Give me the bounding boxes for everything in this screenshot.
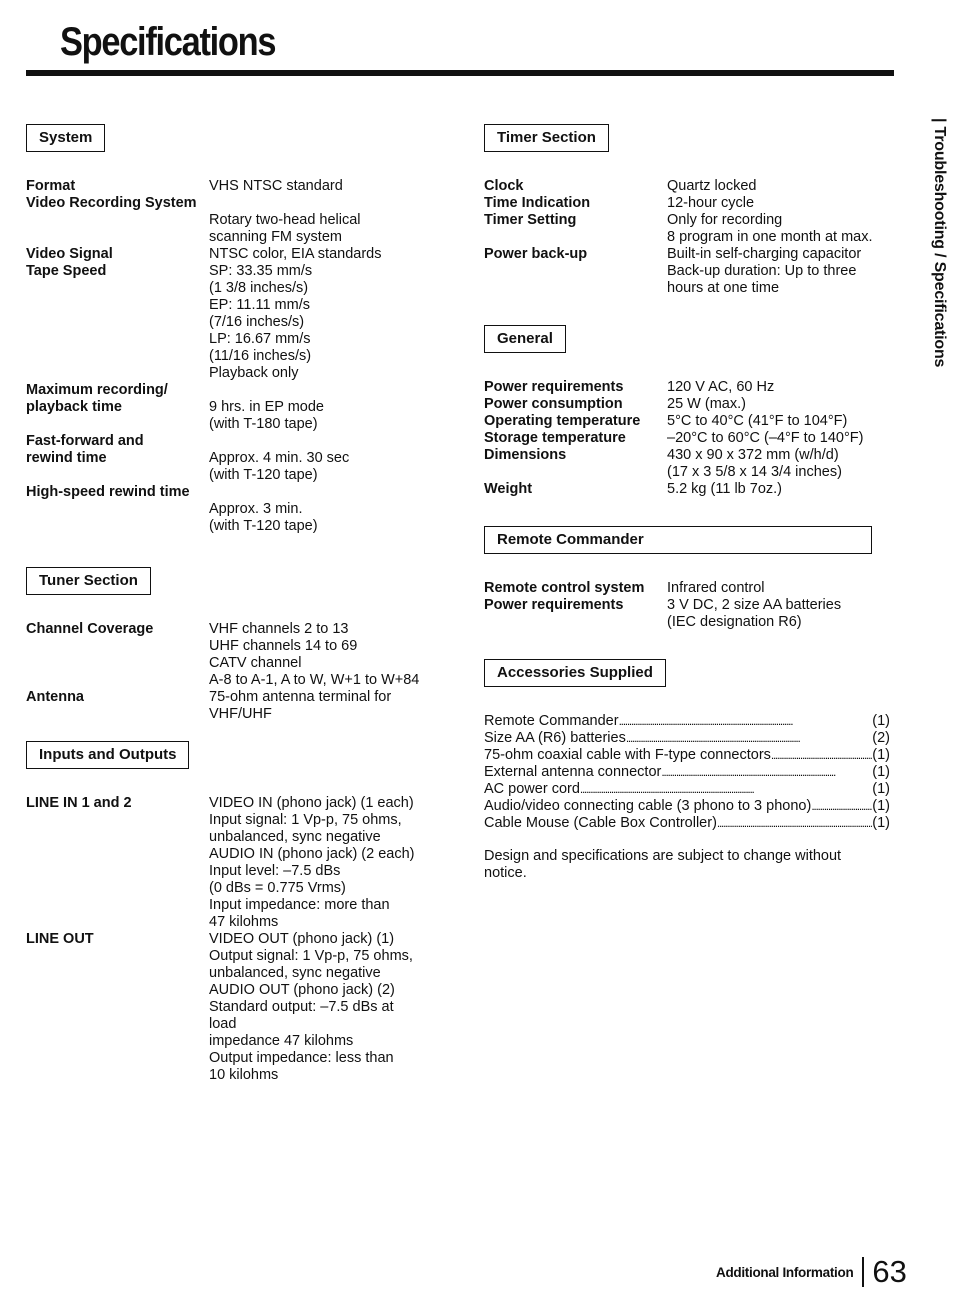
dot-leader xyxy=(811,798,872,815)
section-heading: Remote Commander xyxy=(484,526,872,554)
spec-label-line: Power requirements xyxy=(484,597,624,613)
dot-leader xyxy=(771,747,872,764)
dot-leader xyxy=(619,713,873,730)
spec-value xyxy=(667,379,894,396)
spec-row xyxy=(484,413,894,430)
spec-label-line: Channel Coverage xyxy=(26,621,154,637)
spec-row xyxy=(26,689,456,723)
spec-value-line: (IEC designation R6) xyxy=(667,614,802,630)
spec-value-line: 5°C to 40°C (41°F to 104°F) xyxy=(667,413,848,429)
accessory-qty: (1) xyxy=(872,815,890,831)
spec-label xyxy=(26,178,209,195)
spec-value-line: load xyxy=(209,1016,237,1032)
spec-label-line: Fast-forward and xyxy=(26,433,144,449)
spec-row xyxy=(26,195,456,212)
spec-label xyxy=(26,621,209,689)
spec-value-line: Output impedance: less than xyxy=(209,1050,394,1066)
page-title: Specifications xyxy=(60,20,276,64)
spec-value-line: (with T-120 tape) xyxy=(209,467,318,483)
spec-value xyxy=(209,178,456,195)
spec-value-line: Input level: –7.5 dBs xyxy=(209,863,341,879)
spec-value-line: Approx. 3 min. xyxy=(209,501,303,517)
spec-label xyxy=(484,379,667,396)
spec-value-line: (7/16 inches/s) xyxy=(209,314,305,330)
spec-value xyxy=(667,430,894,447)
spec-row xyxy=(484,580,894,597)
spec-value-line: Output signal: 1 Vp-p, 75 ohms, xyxy=(209,948,413,964)
accessory-name: Audio/video connecting cable (3 phono to 3 phono) xyxy=(484,798,812,814)
spec-label xyxy=(26,382,209,433)
spec-label-line: Power consumption xyxy=(484,396,623,412)
accessory-qty: (2) xyxy=(872,730,890,746)
spec-value xyxy=(209,263,456,382)
spec-value-line: Approx. 4 min. 30 sec xyxy=(209,450,350,466)
spec-label xyxy=(26,212,209,246)
spec-row xyxy=(26,178,456,195)
section-inputs-and-outputs xyxy=(26,741,456,1084)
spec-value-line xyxy=(209,382,456,399)
spec-value-line: VIDEO IN (phono jack) (1 each) xyxy=(209,795,414,811)
spec-value-line: Infrared control xyxy=(667,580,765,596)
spec-label-line: Video Recording System xyxy=(26,195,197,211)
spec-value-line: scanning FM system xyxy=(209,229,342,245)
accessory-item xyxy=(484,713,890,730)
spec-row xyxy=(26,246,456,263)
spec-row xyxy=(484,447,894,481)
spec-value xyxy=(667,413,894,430)
spec-value xyxy=(667,212,894,246)
footer-section-name: Additional Information xyxy=(716,1264,854,1280)
spec-value-line: Rotary two-head helical xyxy=(209,212,361,228)
title-rule xyxy=(26,70,894,76)
spec-value-line: unbalanced, sync negative xyxy=(209,965,381,981)
spec-row xyxy=(484,481,894,498)
spec-label xyxy=(26,246,209,263)
spec-value xyxy=(209,621,456,689)
left-column xyxy=(26,124,456,1084)
accessory-qty: (1) xyxy=(872,798,890,814)
spec-value-line: 3 V DC, 2 size AA batteries xyxy=(667,597,842,613)
spec-label xyxy=(484,481,667,498)
spec-value-line: CATV channel xyxy=(209,655,302,671)
spec-value xyxy=(667,580,894,597)
spec-label-line: Power requirements xyxy=(484,379,624,395)
spec-value-line: EP: 11.11 mm/s xyxy=(209,297,310,313)
spec-value-line: hours at one time xyxy=(667,280,780,296)
spec-value-line: –20°C to 60°C (–4°F to 140°F) xyxy=(667,430,864,446)
spec-label xyxy=(484,413,667,430)
spec-label xyxy=(26,263,209,382)
spec-label xyxy=(26,484,209,535)
spec-value-line: Playback only xyxy=(209,365,299,381)
spec-value xyxy=(667,597,894,631)
accessory-name: AC power cord xyxy=(484,781,580,797)
spec-value-line: (17 x 3 5/8 x 14 3/4 inches) xyxy=(667,464,842,480)
spec-value xyxy=(667,481,894,498)
spec-row xyxy=(484,597,894,631)
spec-label xyxy=(484,178,667,195)
spec-value-line: AUDIO OUT (phono jack) (2) xyxy=(209,982,395,998)
spec-label xyxy=(484,430,667,447)
spec-label-line: High-speed rewind time xyxy=(26,484,190,500)
spec-label-line: Dimensions xyxy=(484,447,567,463)
spec-label xyxy=(484,396,667,413)
side-tab: | Troubleshooting / Specifications xyxy=(931,118,948,368)
spec-row xyxy=(484,246,894,297)
spec-label xyxy=(484,212,667,246)
accessory-name: Cable Mouse (Cable Box Controller) xyxy=(484,815,717,831)
accessory-qty: (1) xyxy=(872,747,890,763)
spec-value-line: (11/16 inches/s) xyxy=(209,348,312,364)
spec-label xyxy=(484,246,667,297)
section-tuner-section xyxy=(26,567,456,723)
spec-label-line: rewind time xyxy=(26,450,107,466)
spec-row xyxy=(484,379,894,396)
spec-label xyxy=(484,447,667,481)
spec-label-line: playback time xyxy=(26,399,122,415)
spec-label-line: Storage temperature xyxy=(484,430,626,446)
spec-value-line: Built-in self-charging capacitor xyxy=(667,246,862,262)
spec-row xyxy=(484,195,894,212)
spec-label xyxy=(26,433,209,484)
spec-row xyxy=(26,795,456,931)
page-footer xyxy=(716,1256,907,1288)
accessory-item xyxy=(484,815,890,832)
accessory-name: Size AA (R6) batteries xyxy=(484,730,626,746)
spec-value-line: 9 hrs. in EP mode xyxy=(209,399,324,415)
spec-value-line: UHF channels 14 to 69 xyxy=(209,638,358,654)
spec-label-line: Format xyxy=(26,178,76,194)
spec-value xyxy=(209,433,456,484)
footer-divider xyxy=(862,1257,864,1287)
spec-value-line: VHS NTSC standard xyxy=(209,178,343,194)
spec-row xyxy=(484,212,894,246)
spec-label-line: Timer Setting xyxy=(484,212,577,228)
spec-value-line: 75-ohm antenna terminal for xyxy=(209,689,392,705)
spec-value-line xyxy=(209,433,456,450)
spec-value-line: A-8 to A-1, A to W, W+1 to W+84 xyxy=(209,672,420,688)
spec-value xyxy=(667,195,894,212)
accessory-qty: (1) xyxy=(872,764,890,780)
spec-row xyxy=(26,621,456,689)
spec-row xyxy=(26,484,456,535)
spec-value-line: 430 x 90 x 372 mm (w/h/d) xyxy=(667,447,839,463)
spec-value-line: 25 W (max.) xyxy=(667,396,746,412)
spec-value-line: (0 dBs = 0.775 Vrms) xyxy=(209,880,346,896)
section-heading: Timer Section xyxy=(484,124,609,152)
spec-value-line: Input signal: 1 Vp-p, 75 ohms, xyxy=(209,812,402,828)
accessory-item xyxy=(484,798,890,815)
spec-value-line: unbalanced, sync negative xyxy=(209,829,381,845)
spec-value-line: VHF/UHF xyxy=(209,706,272,722)
section-heading: System xyxy=(26,124,105,152)
spec-label-line: Tape Speed xyxy=(26,263,107,279)
dot-leader xyxy=(661,764,872,781)
spec-value xyxy=(209,795,456,931)
spec-row xyxy=(26,433,456,484)
spec-label-line: Remote control system xyxy=(484,580,645,596)
spec-label xyxy=(26,795,209,931)
spec-value-line: AUDIO IN (phono jack) (2 each) xyxy=(209,846,415,862)
spec-row xyxy=(484,396,894,413)
spec-value xyxy=(209,382,456,433)
accessories-list xyxy=(484,713,890,832)
spec-value-line: 12-hour cycle xyxy=(667,195,755,211)
spec-value-line: VIDEO OUT (phono jack) (1) xyxy=(209,931,395,947)
spec-label-line: LINE OUT xyxy=(26,931,94,947)
spec-label-line: Antenna xyxy=(26,689,84,705)
spec-label-line: Operating temperature xyxy=(484,413,641,429)
section-general xyxy=(484,325,894,498)
dot-leader xyxy=(717,815,872,832)
spec-label-line: Clock xyxy=(484,178,524,194)
accessory-item xyxy=(484,730,890,747)
spec-value xyxy=(209,484,456,535)
accessory-name: Remote Commander xyxy=(484,713,619,729)
page-number: 63 xyxy=(872,1254,907,1289)
spec-label xyxy=(484,597,667,631)
section-heading: Inputs and Outputs xyxy=(26,741,189,769)
spec-label-line: Video Signal xyxy=(26,246,113,262)
spec-row xyxy=(484,430,894,447)
spec-value xyxy=(209,689,456,723)
spec-value-line: 47 kilohms xyxy=(209,914,279,930)
spec-value-line: Quartz locked xyxy=(667,178,757,194)
spec-value xyxy=(209,931,456,1084)
accessory-item xyxy=(484,747,890,764)
spec-value xyxy=(667,246,894,297)
spec-value-line: LP: 16.67 mm/s xyxy=(209,331,311,347)
spec-label xyxy=(26,931,209,1084)
accessory-qty: (1) xyxy=(872,713,890,729)
spec-label-line: Weight xyxy=(484,481,533,497)
accessory-name: 75-ohm coaxial cable with F-type connectors xyxy=(484,747,771,763)
accessory-qty: (1) xyxy=(872,781,890,797)
spec-label-line: Maximum recording/ xyxy=(26,382,168,398)
section-timer-section xyxy=(484,124,894,297)
spec-value-line: NTSC color, EIA standards xyxy=(209,246,382,262)
spec-value-line: 10 kilohms xyxy=(209,1067,279,1083)
spec-label xyxy=(484,195,667,212)
dot-leader xyxy=(626,730,872,747)
accessories-section xyxy=(484,659,894,882)
spec-value xyxy=(209,246,456,263)
spec-value-line: (with T-180 tape) xyxy=(209,416,318,432)
spec-row xyxy=(26,382,456,433)
spec-label-line: Power back-up xyxy=(484,246,588,262)
dot-leader xyxy=(580,781,872,798)
spec-value-line: 8 program in one month at max. xyxy=(667,229,873,245)
spec-row xyxy=(26,263,456,382)
spec-value xyxy=(667,178,894,195)
spec-value-line: 5.2 kg (11 lb 7oz.) xyxy=(667,481,782,497)
spec-value xyxy=(667,447,894,481)
spec-value xyxy=(209,212,456,246)
spec-value-line: impedance 47 kilohms xyxy=(209,1033,354,1049)
spec-row xyxy=(484,178,894,195)
spec-label xyxy=(484,580,667,597)
spec-value xyxy=(209,195,456,212)
spec-value-line: Standard output: –7.5 dBs at xyxy=(209,999,394,1015)
spec-value-line: (with T-120 tape) xyxy=(209,518,318,534)
accessory-item xyxy=(484,781,890,798)
right-column xyxy=(484,124,894,882)
spec-value-line: Only for recording xyxy=(667,212,783,228)
spec-value-line: 120 V AC, 60 Hz xyxy=(667,379,775,395)
disclaimer-note: Design and specifications are subject to change without notice. xyxy=(484,848,842,881)
spec-label-line: LINE IN 1 and 2 xyxy=(26,795,132,811)
spec-value-line: VHF channels 2 to 13 xyxy=(209,621,349,637)
section-remote-commander xyxy=(484,526,894,631)
accessory-name: External antenna connector xyxy=(484,764,662,780)
spec-value xyxy=(667,396,894,413)
section-heading-accessories: Accessories Supplied xyxy=(484,659,666,687)
spec-label xyxy=(26,195,209,212)
spec-value-line: Input impedance: more than xyxy=(209,897,390,913)
spec-value-line xyxy=(209,484,456,501)
spec-label-line: Time Indication xyxy=(484,195,591,211)
right-sections xyxy=(484,124,894,631)
spec-value-line: SP: 33.35 mm/s xyxy=(209,263,313,279)
section-system xyxy=(26,124,456,535)
accessory-item xyxy=(484,764,890,781)
section-heading: Tuner Section xyxy=(26,567,151,595)
spec-value-line: (1 3/8 inches/s) xyxy=(209,280,309,296)
spec-row xyxy=(26,212,456,246)
spec-label xyxy=(26,689,209,723)
spec-row xyxy=(26,931,456,1084)
spec-value-line: Back-up duration: Up to three xyxy=(667,263,857,279)
section-heading: General xyxy=(484,325,566,353)
